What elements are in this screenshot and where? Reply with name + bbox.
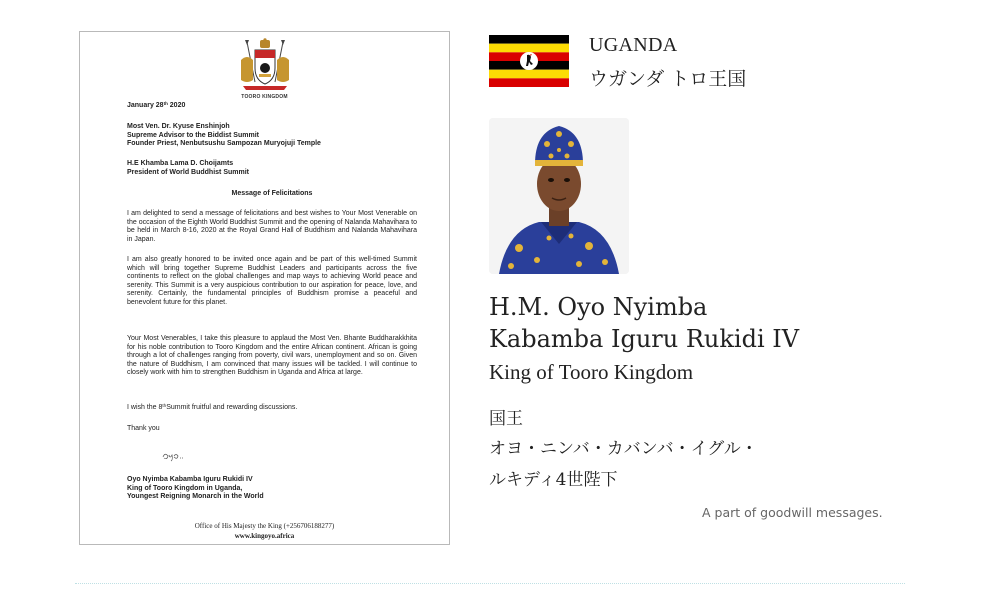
letter-thanks: Thank you (127, 425, 160, 432)
king-portrait-illustration (489, 118, 629, 274)
letter-paragraph-2: I am also greatly honored to be invited once again and be part of this well-timed Summit which will bring together Supreme Buddhist Leaders and participants across the five continents to reflect on the global challenges and map ways to achieving World peace and serenity. This Summit is a very auspicious contribution to our aspiration for peace, love, and serenity. Certainly, the fundamental principles of Buddhism promise a peaceful and benevolent future for this planet. (127, 256, 417, 306)
handwritten-signature (161, 449, 187, 463)
letter-website: www.kingoyo.africa (234, 532, 295, 540)
letter-paragraph-1: I am delighted to send a message of felicitations and best wishes to Your Most Venerable on the occasion of the Eighth World Buddhist Summit and the opening of Nalanda Mahavihara to be held in March 8-16, 2020 at the Royal Grand Hall of Buddhism and Nalanda Mahavihara in Japan. (127, 210, 417, 243)
king-name-line-2: Kabamba Iguru Rukidi IV (489, 325, 800, 353)
letter-date: January 28th 2020 (127, 101, 186, 109)
king-name-line-1: H.M. Oyo Nyimba (489, 293, 708, 321)
letter-wish: I wish the 8thSummit fruitful and rewarding discussions. (127, 403, 298, 411)
tooro-coat-of-arms-icon (233, 38, 297, 96)
letter-office-line: Office of His Majesty the King (+256706188277) (194, 522, 335, 530)
letter-heading: Message of Felicitations (231, 190, 313, 197)
king-title-jp: 国王 (489, 409, 523, 429)
king-title-en: King of Tooro Kingdom (489, 360, 694, 384)
country-name-jp: ウガンダ トロ王国 (589, 68, 747, 90)
king-portrait (489, 118, 629, 274)
letter-signoff: Oyo Nyimba Kabamba Iguru Rukidi IV King of Tooro Kingdom in Uganda, Youngest Reigning Monarch in the World (127, 476, 264, 501)
addressee-block-2: H.E Khamba Lama D. Choijamts President of World Buddhist Summit (127, 160, 249, 176)
bottom-divider (75, 583, 905, 584)
king-name-jp-line-2: ルキディ4世陛下 (489, 470, 618, 490)
country-name-en: UGANDA (589, 34, 678, 56)
letter-document (79, 31, 450, 545)
uganda-flag-icon (489, 35, 569, 87)
addressee-block-1: Most Ven. Dr. Kyuse Enshinjoh Supreme Advisor to the Biddist Summit Founder Priest, Nenbutsushu Sampozan Muryojuji Temple (127, 123, 321, 148)
king-name-jp-line-1: オヨ・ニンバ・カバンバ・イグル・ (489, 439, 758, 459)
crest-label: TOORO KINGDOM (241, 94, 288, 100)
goodwill-caption: A part of goodwill messages. (702, 505, 883, 520)
letter-paragraph-3: Your Most Venerables, I take this pleasure to applaud the Most Ven. Bhante Buddharakkhita for his noble contribution to Tooro Kingdom and the entire African continent. African is going through a lot of challenges ranging from poverty, civil wars, unemployment and so on. Given the nature of Buddhism, I am convinced that many issues will be tackled. I will continue to closely work with him to strengthen Buddhism in Uganda and Africa at large. (127, 335, 417, 377)
